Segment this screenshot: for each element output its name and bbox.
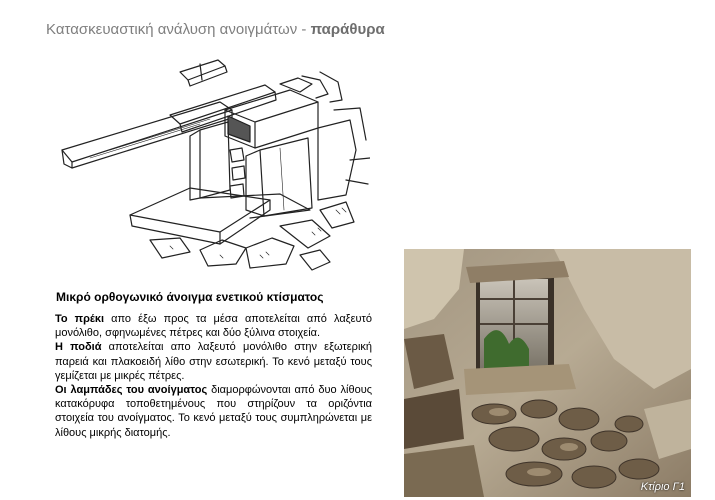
- paragraph-lintel: [55, 312, 372, 340]
- window-photo-image: [404, 249, 691, 497]
- lead-jambs: Οι λαμπάδες του ανοίγματος: [55, 384, 208, 397]
- window-photo: [404, 249, 691, 497]
- text-lintel: απο έξω προς τα μέσα αποτελείται από λαξευτό μονόλιθο, σφηνωμένες πέτρες και δύο ξύλινα στοιχεία.: [55, 313, 372, 340]
- photo-caption: Κτίριο Γ1: [640, 481, 685, 493]
- paragraph-sill: [55, 340, 372, 383]
- description-text: [55, 312, 372, 440]
- title-main: Κατασκευαστική ανάλυση ανοιγμάτων -: [46, 21, 311, 38]
- window-construction-sketch: [50, 50, 370, 275]
- section-subtitle: Μικρό ορθογωνικό άνοιγμα ενετικού κτίσματος: [56, 290, 324, 304]
- page-title: [46, 21, 385, 38]
- lead-sill: Η ποδιά: [55, 341, 102, 354]
- lead-lintel: Το πρέκι: [55, 313, 105, 325]
- paragraph-jambs: [55, 383, 372, 440]
- text-sill: αποτελείται απο λαξευτό μονόλιθο στην εξωτερική παρειά και πλακοειδή λίθο στην εσωτερική. Το κενό μεταξύ τους γεμίζεται με μικρές πέτρες.: [55, 341, 373, 382]
- title-emphasis: παράθυρα: [310, 21, 385, 38]
- text-jambs: διαμορφώνονται από δυο λίθους κατακόρυφα τοποθετημένους που στηρίζουν τα οριζόντια στοιχεία του ανοίγματος. Το κενό μεταξύ τους συμπληρώνεται με λίθους μικρής διατομής.: [55, 384, 373, 439]
